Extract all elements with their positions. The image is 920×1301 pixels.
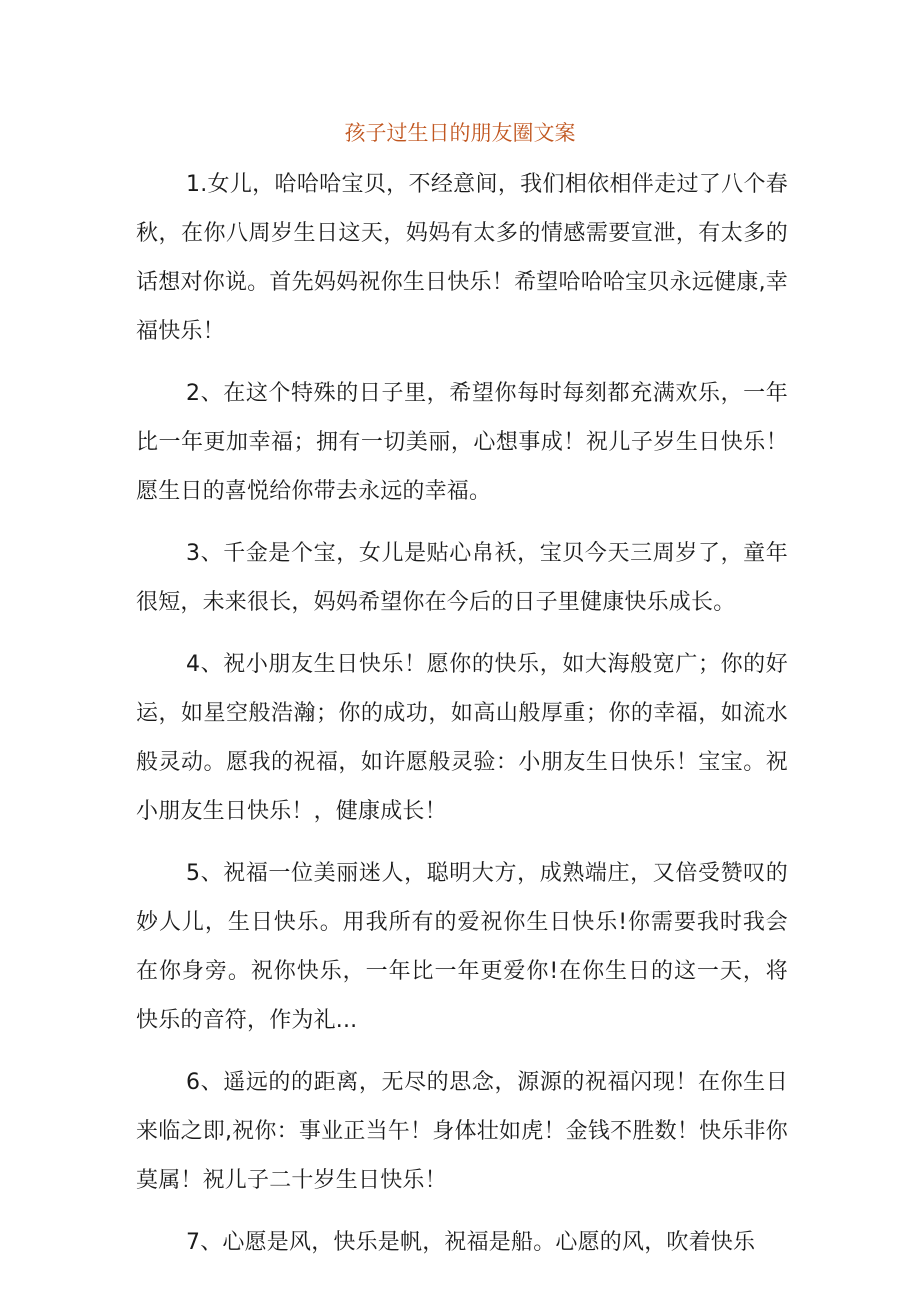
paragraph-2: 2、在这个特殊的日子里，希望你每时每刻都充满欢乐，一年比一年更加幸福；拥有一切美丽，心想事成！祝儿子岁生日快乐！愿生日的喜悦给你带去永远的幸福。 [136,381,788,504]
document-title: 孩子过生日的朋友圈文案 [344,121,576,145]
paragraph-1: 1.女儿，哈哈哈宝贝，不经意间，我们相依相伴走过了八个春秋，在你八周岁生日这天，妈妈有太多的情感需要宣泄，有太多的话想对你说。首先妈妈祝你生日快乐！希望哈哈哈宝贝永远健康,幸福快乐！ [136,172,788,344]
paragraph-4: 4、祝小朋友生日快乐！愿你的快乐，如大海般宽广；你的好运，如星空般浩瀚；你的成功，如高山般厚重；你的幸福，如流水般灵动。愿我的祝福，如许愿般灵验：小朋友生日快乐！宝宝。祝小朋友生日快乐！，健康成长！ [136,652,788,824]
paragraph-5: 5、祝福一位美丽迷人，聪明大方，成熟端庄，又倍受赞叹的妙人儿，生日快乐。用我所有的爱祝你生日快乐!你需要我时我会在你身旁。祝你快乐，一年比一年更爱你!在你生日的这一天，将快乐的音符，作为礼... [136,861,788,1033]
paragraph-7: 7、心愿是风，快乐是帆，祝福是船。心愿的风，吹着快乐 [186,1230,756,1255]
document-body [136,160,788,1276]
paragraph-6: 6、遥远的的距离，无尽的思念，源源的祝福闪现！在你生日来临之即,祝你：事业正当午！身体壮如虎！金钱不胜数！快乐非你莫属！祝儿子二十岁生日快乐！ [136,1070,788,1193]
paragraph-3: 3、千金是个宝，女儿是贴心帛袄，宝贝今天三周岁了，童年很短，未来很长，妈妈希望你在今后的日子里健康快乐成长。 [136,541,788,615]
